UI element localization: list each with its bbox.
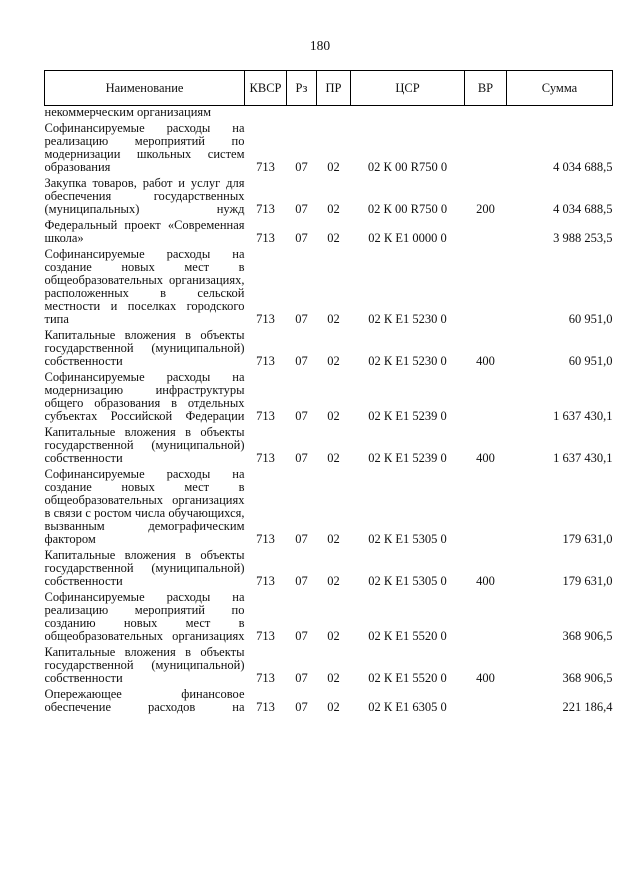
row-csr: 02 К Е1 5305 0 [368,532,447,546]
row-kvsr: 713 [256,160,275,174]
table-row [45,329,613,371]
row-rz: 07 [295,409,308,423]
row-sum: 179 631,0 [562,532,613,546]
column-header-csr: ЦСР [351,71,465,106]
row-name: Опережающее финансовое обеспечение расходов на [44,687,245,714]
row-vr [465,371,507,426]
row-csr: 02 К Е1 5520 0 [368,671,447,685]
row-rz: 07 [295,202,308,216]
row-kvsr: 713 [256,671,275,685]
row-name: Софинансируемые расходы на реализацию мероприятий по модернизации школьных систем образования [44,121,245,174]
column-header-sum: Сумма [507,71,613,106]
row-sum: 3 988 253,5 [553,231,613,245]
column-header-name: Наименование [45,71,245,106]
row-name: Софинансируемые расходы на реализацию мероприятий по созданию новых мест в общеобразовательных организациях [44,590,245,643]
row-rz: 07 [295,629,308,643]
row-vr: 400 [476,451,495,465]
table-row [45,219,613,248]
row-kvsr: 713 [256,574,275,588]
table-row [45,122,613,177]
row-kvsr: 713 [256,629,275,643]
table-row [45,106,613,123]
row-kvsr: 713 [256,312,275,326]
table-header-row [45,71,613,106]
column-header-rz: Рз [287,71,317,106]
row-pr: 02 [327,409,340,423]
row-csr [351,106,465,123]
row-pr: 02 [327,354,340,368]
row-sum: 4 034 688,5 [553,160,613,174]
row-name: Закупка товаров, работ и услуг для обеспечения государственных (муниципальных) нужд [44,176,245,216]
row-pr: 02 [327,574,340,588]
row-rz: 07 [295,312,308,326]
row-vr [465,106,507,123]
row-name: Капитальные вложения в объекты государственной (муниципальной) собственности [44,645,245,685]
row-csr: 02 К Е1 5520 0 [368,629,447,643]
row-sum: 1 637 430,1 [553,451,613,465]
row-sum: 179 631,0 [562,574,613,588]
row-sum: 4 034 688,5 [553,202,613,216]
row-vr: 400 [476,354,495,368]
table-row [45,688,613,717]
row-csr: 02 К Е1 5305 0 [368,574,447,588]
row-vr [465,591,507,646]
row-rz: 07 [295,700,308,714]
row-vr [465,468,507,549]
table-row [45,426,613,468]
row-vr: 400 [476,671,495,685]
column-header-pr: ПР [317,71,351,106]
row-vr [465,219,507,248]
row-pr: 02 [327,160,340,174]
row-csr: 02 К Е1 5230 0 [368,354,447,368]
row-name: Капитальные вложения в объекты государственной (муниципальной) собственности [44,548,245,588]
row-name: Софинансируемые расходы на модернизацию инфраструктуры общего образования в отдельных субъектах Российской Федерации [44,370,245,423]
row-csr: 02 К Е1 6305 0 [368,700,447,714]
row-kvsr: 713 [256,202,275,216]
row-rz: 07 [295,231,308,245]
row-name: Софинансируемые расходы на создание новых мест в общеобразовательных организациях, расположенных в сельской местности и поселках городского типа [44,247,245,326]
column-header-vr: ВР [465,71,507,106]
row-sum: 221 186,4 [562,700,613,714]
row-csr: 02 К Е1 5230 0 [368,312,447,326]
row-sum: 60 951,0 [568,312,613,326]
row-vr: 400 [476,574,495,588]
table-row [45,591,613,646]
row-kvsr: 713 [256,231,275,245]
row-pr: 02 [327,451,340,465]
row-name: Капитальные вложения в объекты государственной (муниципальной) собственности [44,425,245,465]
row-rz: 07 [295,532,308,546]
row-sum: 368 906,5 [562,671,613,685]
row-kvsr: 713 [256,354,275,368]
table-row [45,549,613,591]
table-row [45,371,613,426]
row-pr: 02 [327,700,340,714]
row-kvsr: 713 [256,532,275,546]
row-pr [317,106,351,123]
table-row [45,248,613,329]
row-csr: 02 К 00 R750 0 [367,160,448,174]
row-name: Капитальные вложения в объекты государственной (муниципальной) собственности [44,328,245,368]
row-pr: 02 [327,671,340,685]
row-name: Софинансируемые расходы на создание новых мест в общеобразовательных организациях в связи с ростом числа обучающихся, вызванным демографическим фактором [44,467,245,546]
row-pr: 02 [327,312,340,326]
table-row [45,177,613,219]
row-pr: 02 [327,202,340,216]
row-vr [465,688,507,717]
row-csr: 02 К Е1 5239 0 [368,409,447,423]
row-pr: 02 [327,231,340,245]
row-rz: 07 [295,160,308,174]
row-csr: 02 К Е1 5239 0 [368,451,447,465]
row-vr [465,248,507,329]
row-rz: 07 [295,574,308,588]
budget-table [44,70,613,717]
table-row [45,468,613,549]
row-kvsr: 713 [256,451,275,465]
row-pr: 02 [327,629,340,643]
row-vr: 200 [476,202,495,216]
row-sum: 60 951,0 [568,354,613,368]
row-rz [287,106,317,123]
page-number: 180 [309,38,331,53]
row-name: некоммерческим организациям [44,105,212,119]
row-csr: 02 К 00 R750 0 [367,202,448,216]
row-vr [465,122,507,177]
row-kvsr: 713 [256,700,275,714]
row-sum: 1 637 430,1 [553,409,613,423]
row-kvsr [245,106,287,123]
row-rz: 07 [295,451,308,465]
row-kvsr: 713 [256,409,275,423]
row-rz: 07 [295,671,308,685]
column-header-kvsr: КВСР [245,71,287,106]
row-sum [507,106,613,123]
row-pr: 02 [327,532,340,546]
table-row [45,646,613,688]
row-sum: 368 906,5 [562,629,613,643]
row-name: Федеральный проект «Современная школа» [44,218,245,245]
row-rz: 07 [295,354,308,368]
row-csr: 02 К Е1 0000 0 [368,231,447,245]
